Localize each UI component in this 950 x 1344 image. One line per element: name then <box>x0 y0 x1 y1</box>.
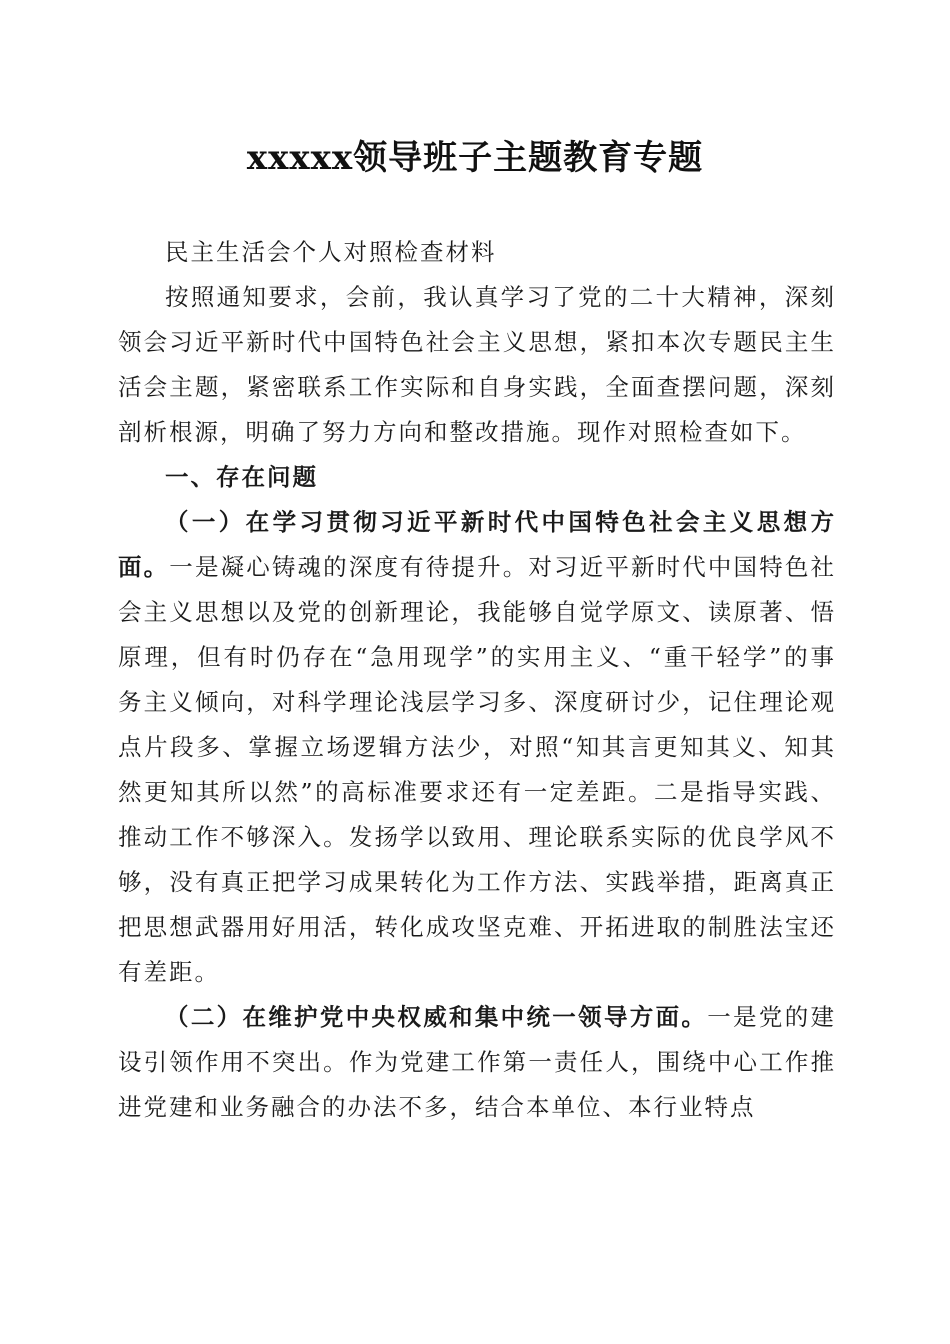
item-2-paragraph <box>118 995 836 1130</box>
section-heading: 一、存在问题 <box>165 463 318 491</box>
item-1-text: 一是凝心铸魂的深度有待提升。对习近平新时代中国特色社会主义思想以及党的创新理论，我能够自觉学原文、读原著、悟原理，但有时仍存在“急用现学”的实用主义、“重干轻学”的事务主义倾向，对科学理论浅层学习多、深度研讨少，记住理论观点片段多、掌握立场逻辑方法少，对照“知其言更知其义、知其然更知其所以然”的高标准要求还有一定差距。二是指导实践、推动工作不够深入。发扬学以致用、理论联系实际的优良学风不够，没有真正把学习成果转化为工作方法、实践举措，距离真正把思想武器用好用活，转化成攻坚克难、开拓进取的制胜法宝还有差距。 <box>118 553 836 986</box>
subtitle-paragraph: 民主生活会个人对照检查材料 <box>165 238 497 266</box>
document-body <box>118 230 836 1130</box>
item-1-lead: （一）在学习贯彻习近平新时代中国特色社会主义思想方面。 <box>118 508 836 581</box>
intro-paragraph: 按照通知要求，会前，我认真学习了党的二十大精神，深刻领会习近平新时代中国特色社会主义思想，紧扣本次专题民主生活会主题，紧密联系工作实际和自身实践，全面查摆问题，深刻剖析根源，明确了努力方向和整改措施。现作对照检查如下。 <box>118 283 836 446</box>
document-title: xxxxx领导班子主题教育专题 <box>246 138 704 178</box>
item-2-lead: （二）在维护党中央权威和集中统一领导方面。 <box>165 1003 708 1031</box>
item-2-text: 一是党的建设引领作用不突出。作为党建工作第一责任人，围绕中心工作推进党建和业务融合的办法不多，结合本单位、本行业特点 <box>118 1003 837 1121</box>
item-1-paragraph <box>118 500 836 995</box>
